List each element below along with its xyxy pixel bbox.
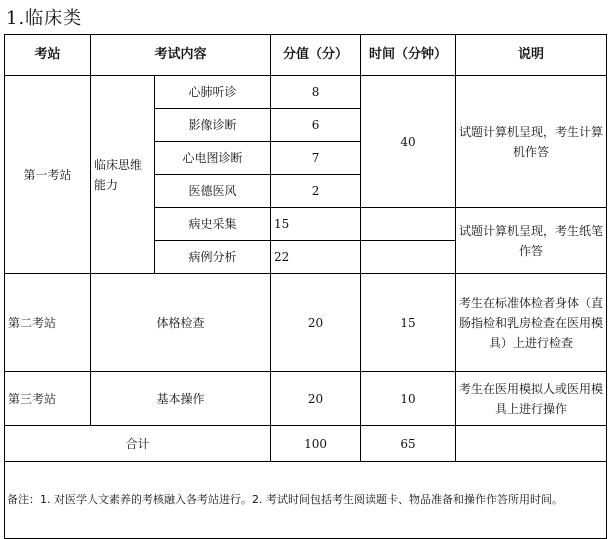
header-explain: 说明 bbox=[456, 35, 607, 76]
header-station: 考站 bbox=[5, 35, 91, 76]
table-row bbox=[5, 372, 607, 426]
station2-time: 15 bbox=[361, 274, 456, 372]
station3-score: 20 bbox=[271, 372, 361, 426]
station1-time: 40 bbox=[361, 76, 456, 208]
station1-note-computer: 试题计算机呈现，考生计算机作答 bbox=[456, 76, 607, 208]
station1-item-score: 2 bbox=[271, 175, 361, 208]
station3-note: 考生在医用模拟人或医用模具上进行操作 bbox=[456, 372, 607, 426]
station1-item-score: 7 bbox=[271, 142, 361, 175]
station1-item-score: 22 bbox=[271, 241, 361, 274]
section-heading: 1.临床类 bbox=[6, 8, 83, 29]
exam-table bbox=[4, 34, 607, 539]
station3-name: 第三考站 bbox=[5, 372, 91, 426]
station1-note-paper: 试题计算机呈现，考生纸笔作答 bbox=[456, 208, 607, 274]
total-label: 合计 bbox=[5, 426, 271, 462]
station2-name: 第二考站 bbox=[5, 274, 91, 372]
total-time: 65 bbox=[361, 426, 456, 462]
station1-item-name: 心电图诊断 bbox=[155, 142, 271, 175]
total-empty bbox=[456, 426, 607, 462]
station3-content: 基本操作 bbox=[91, 372, 271, 426]
header-time: 时间（分钟） bbox=[361, 35, 456, 76]
station3-time: 10 bbox=[361, 372, 456, 426]
total-row bbox=[5, 426, 607, 462]
station2-content: 体格检查 bbox=[91, 274, 271, 372]
table-row bbox=[5, 274, 607, 372]
station1-time-empty bbox=[361, 208, 456, 241]
header-content: 考试内容 bbox=[91, 35, 271, 76]
station1-item-name: 病例分析 bbox=[155, 241, 271, 274]
station1-category: 临床思维能力 bbox=[91, 76, 155, 274]
remark-text: 备注：1. 对医学人文素养的考核融入各考站进行。2. 考试时间包括考生阅读题卡、物品准备和操作作答所用时间。 bbox=[5, 462, 607, 539]
remark-row bbox=[5, 462, 607, 539]
station1-item-name: 心肺听诊 bbox=[155, 76, 271, 109]
total-score: 100 bbox=[271, 426, 361, 462]
station1-item-score: 8 bbox=[271, 76, 361, 109]
header-row bbox=[5, 35, 607, 76]
station1-item-score: 15 bbox=[271, 208, 361, 241]
station1-time-empty bbox=[361, 241, 456, 274]
station1-item-score: 6 bbox=[271, 109, 361, 142]
station1-item-name: 影像诊断 bbox=[155, 109, 271, 142]
station2-score: 20 bbox=[271, 274, 361, 372]
station1-item-name: 医德医风 bbox=[155, 175, 271, 208]
table-row bbox=[5, 76, 607, 109]
station1-item-name: 病史采集 bbox=[155, 208, 271, 241]
station1-name: 第一考站 bbox=[5, 76, 91, 274]
station2-note: 考生在标准体检者身体（直肠指检和乳房检查在医用模具）上进行检查 bbox=[456, 274, 607, 372]
header-score: 分值（分） bbox=[271, 35, 361, 76]
